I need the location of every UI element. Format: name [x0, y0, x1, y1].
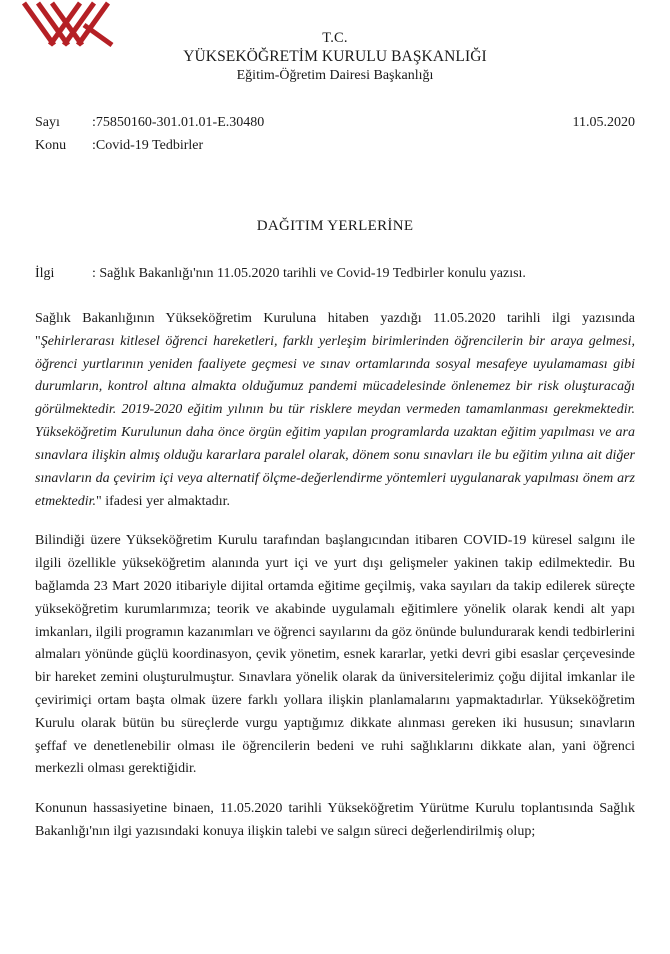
- paragraph-1: [35, 308, 635, 513]
- konu-value: :Covid-19 Tedbirler: [92, 137, 204, 153]
- paragraph-1-quote: Şehirlerarası kitlesel öğrenci hareketleri, farklı yerleşim birimlerinden öğrencilerin bir araya gelmesi, öğrenci yurtlarının yeniden faaliyete geçmesi ve sınav ortamlarında sosyal mesafeye uyulamaması gibi durumların, kontrol altına almakta olduğumuz pandemi mücadelesinde önlenemez bir risk oluşturacağı görülmektedir. 2019-2020 eğitim yılının bu tür risklere meydan vermeden tamamlanması gerekmektedir. Yükseköğretim Kurulunun daha önce örgün eğitim yapılan programlarda uzaktan eğitim yapılması ve ara sınavlara ilişkin almış olduğu kararlara paralel olarak, dönem sonu sınavları ile bu eğitim yılına ait diğer sınavların da çevirim içi veya alternatif ölçme-değerlendirme yöntemleri uygulanarak yapılması önem arz etmektedir.: [35, 333, 635, 509]
- letterhead-line-tc: T.C.: [322, 30, 348, 46]
- konu-label: Konu: [35, 137, 67, 153]
- ilgi-row: [35, 266, 635, 282]
- document-body: [35, 308, 635, 844]
- document-meta: [35, 112, 635, 157]
- letterhead-line-department: Eğitim-Öğretim Dairesi Başkanlığı: [236, 67, 434, 83]
- meta-row-konu: [35, 135, 635, 158]
- ilgi-label: İlgi: [35, 266, 55, 281]
- sayi-label: Sayı: [35, 115, 60, 130]
- letterhead: [0, 30, 670, 84]
- paragraph-1-intro: Sağlık Bakanlığının Yükseköğretim Kuruluna hitaben yazdığı 11.05.2020 tarihli ilgi yazısında ": [35, 311, 635, 349]
- sayi-value: :75850160-301.01.01-E.30480: [92, 115, 265, 130]
- ilgi-value: : Sağlık Bakanlığı'nın 11.05.2020 tarihli ve Covid-19 Tedbirler konulu yazısı.: [92, 266, 526, 281]
- paragraph-3: Konunun hassasiyetine binaen, 11.05.2020 tarihli Yükseköğretim Yürütme Kurulu toplantısında Sağlık Bakanlığı'nın ilgi yazısındaki konuya ilişkin talebi ve salgın süreci değerlendirilmiş olup;: [35, 801, 635, 840]
- letterhead-line-institution: YÜKSEKÖĞRETİM KURULU BAŞKANLIĞI: [183, 47, 487, 65]
- paragraph-2: Bilindiği üzere Yükseköğretim Kurulu tarafından başlangıcından itibaren COVID-19 küresel salgını ile ilgili özellikle yükseköğretim alanında yurt içi ve yurt dışı gelişmeler yakinen takip edilmektedir. Bu bağlamda 23 Mart 2020 itibariyle dijital ortamda eğitime geçilmiş, vaka sayıları da takip edilerek süreçte yükseköğretim kurumlarımıza; teorik ve akabinde uygulamalı eğitimlere yönelik olarak kendi alt yapı imkanları, ilgili programın kazanımları ve öğrenci sayılarını da göz önünde bulundurarak kendi tedbirlerini almaları yönünde güçlü koordinasyon, çevik yönetim, esnek kararlar, yetki devri gibi esaslar çerçevesinde bir hareket zemini oluşturulmuştur. Sınavlara yönelik olarak da üniversitelerimiz çoğu dijital imkanlar ile çevirimiçi ortam başta olmak üzere farklı yollara ilişkin planlamalarını yapmaktadırlar. Yükseköğretim Kurulu olarak bütün bu süreçlerde vurgu yaptığımız dikkate alınması gereken iki hususun; sınavların şeffaf ve denetlenebilir olması ile öğrencilerin bedeni ve ruhi sağlıklarını dikkate alan, yani öğrenci merkezli olması gerektiğidir.: [35, 533, 635, 777]
- document-date: 11.05.2020: [572, 115, 635, 130]
- meta-row-sayi: [35, 112, 635, 135]
- paragraph-1-outro: " ifadesi yer almaktadır.: [96, 493, 231, 509]
- recipient-heading: DAĞITIM YERLERİNE: [256, 218, 414, 234]
